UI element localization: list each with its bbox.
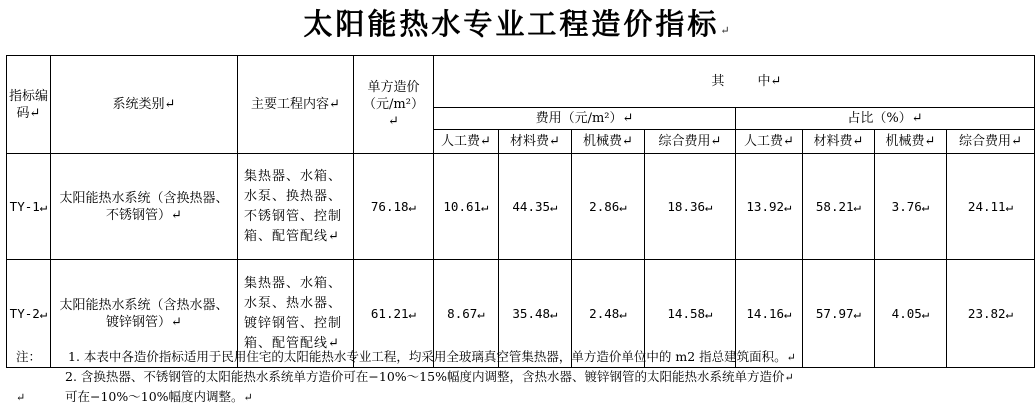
row-overall-ratio: 24.11↵ — [947, 154, 1035, 260]
row-machine-cost: 2.48↵ — [572, 260, 645, 368]
header-labor-cost: 人工费↵ — [434, 130, 499, 154]
paragraph-mark: ↵ — [720, 24, 733, 37]
row-overall-ratio: 23.82↵ — [947, 260, 1035, 368]
header-code: 指标编码↵ — [7, 56, 51, 154]
row-machine-cost: 2.86↵ — [572, 154, 645, 260]
row-material-cost: 44.35↵ — [499, 154, 572, 260]
page-title — [0, 4, 1036, 51]
header-cost-group: 费用（元/m²）↵ — [434, 108, 736, 130]
header-machine-ratio: 机械费↵ — [875, 130, 947, 154]
header-among: 其 中↵ — [434, 56, 1035, 108]
row-code: TY-1↵ — [7, 154, 51, 260]
header-system-type: 系统类别↵ — [51, 56, 238, 154]
title-text: 太阳能热水专业工程造价指标 — [303, 7, 720, 41]
row-code: TY-2↵ — [7, 260, 51, 368]
row-content: 集热器、水箱、水泵、热水器、镀锌钢管、控制箱、配管配线↵ — [238, 260, 354, 368]
row-machine-ratio: 4.05↵ — [875, 260, 947, 368]
row-labor-cost: 10.61↵ — [434, 154, 499, 260]
row-system: 太阳能热水系统（含换热器、不锈钢管）↵ — [51, 154, 238, 260]
header-main-content: 主要工程内容↵ — [238, 56, 354, 154]
notes-label: 注： — [16, 349, 42, 364]
header-material-ratio: 材料费↵ — [803, 130, 875, 154]
header-labor-ratio: 人工费↵ — [736, 130, 803, 154]
row-labor-ratio: 14.16↵ — [736, 260, 803, 368]
header-ratio-group: 占比（%）↵ — [736, 108, 1035, 130]
row-machine-ratio: 3.76↵ — [875, 154, 947, 260]
row-material-ratio: 57.97↵ — [803, 260, 875, 368]
row-unit-cost: 76.18↵ — [354, 154, 434, 260]
notes — [16, 347, 1026, 407]
note-line-1: 注： 1. 本表中各造价指标适用于民用住宅的太阳能热水专业工程，均采用全玻璃真空管集热器，单方造价单位中的 m2 指总建筑面积。↵ — [16, 349, 796, 364]
row-labor-cost: 8.67↵ — [434, 260, 499, 368]
note-line-2: 2. 含换热器、不锈钢管的太阳能热水系统单方造价可在−10%～15%幅度内调整，含热水器、镀锌钢管的太阳能热水系统单方造价↵ — [65, 369, 794, 384]
header-overall-ratio: 综合费用↵ — [947, 130, 1035, 154]
table-row — [7, 154, 1035, 260]
row-labor-ratio: 13.92↵ — [736, 154, 803, 260]
note-line-3: ↵ 可在−10%～10%幅度内调整。↵ — [16, 389, 253, 404]
row-system: 太阳能热水系统（含热水器、镀锌钢管）↵ — [51, 260, 238, 368]
row-overall-cost: 14.58↵ — [645, 260, 736, 368]
row-overall-cost: 18.36↵ — [645, 154, 736, 260]
header-material-cost: 材料费↵ — [499, 130, 572, 154]
header-unit-cost: 单方造价（元/m²）↵ — [354, 56, 434, 154]
header-overall-cost: 综合费用↵ — [645, 130, 736, 154]
row-content: 集热器、水箱、水泵、换热器、不锈钢管、控制箱、配管配线↵ — [238, 154, 354, 260]
row-material-cost: 35.48↵ — [499, 260, 572, 368]
row-unit-cost: 61.21↵ — [354, 260, 434, 368]
cost-index-table — [6, 55, 1035, 368]
header-machine-cost: 机械费↵ — [572, 130, 645, 154]
row-material-ratio: 58.21↵ — [803, 154, 875, 260]
